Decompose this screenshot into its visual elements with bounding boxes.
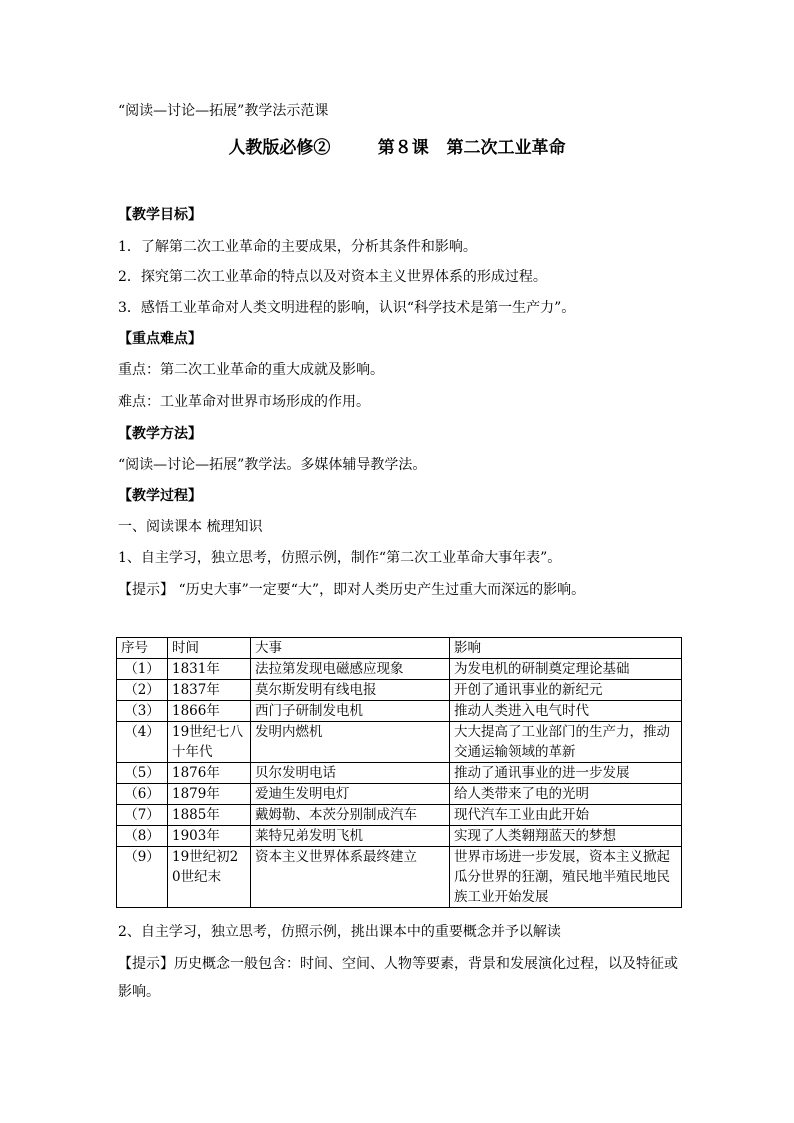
table-cell-index: （1）	[117, 659, 168, 680]
table-header-cell: 时间	[168, 638, 251, 659]
table-cell-event: 法拉第发现电磁感应现象	[251, 659, 450, 680]
table-cell-index: （5）	[117, 763, 168, 784]
table-cell-time: 1879年	[168, 784, 251, 805]
table-cell-impact: 开创了通讯事业的新纪元	[450, 680, 682, 701]
table-cell-impact: 实现了人类翱翔蓝天的梦想	[450, 826, 682, 847]
table-cell-event: 贝尔发明电话	[251, 763, 450, 784]
table-cell-index: （8）	[117, 826, 168, 847]
table-cell-index: （3）	[117, 701, 168, 722]
key-points-heading: 【重点难点】	[118, 331, 202, 347]
table-cell-index: （6）	[117, 784, 168, 805]
document-subtitle: “阅读—讨论—拓展”教学法示范课	[118, 103, 329, 119]
table-row	[117, 680, 682, 701]
table-header-row	[117, 638, 682, 659]
table-cell-impact: 为发电机的研制奠定理论基础	[450, 659, 682, 680]
table-cell-time: 19世纪初20世纪末	[168, 847, 251, 908]
table-cell-event: 发明内燃机	[251, 722, 450, 763]
objective-item-2: 2．探究第二次工业革命的特点以及对资本主义世界体系的形成过程。	[118, 269, 547, 285]
table-cell-index: （9）	[117, 847, 168, 908]
table-cell-event: 戴姆勒、本茨分别制成汽车	[251, 805, 450, 826]
table-row	[117, 763, 682, 784]
table-cell-index: （2）	[117, 680, 168, 701]
table-row	[117, 722, 682, 763]
table-cell-impact: 推动人类进入电气时代	[450, 701, 682, 722]
method-heading: 【教学方法】	[118, 426, 202, 442]
process-part-1: 一、阅读课本 梳理知识	[118, 519, 263, 535]
table-cell-time: 1831年	[168, 659, 251, 680]
table-row	[117, 847, 682, 908]
objective-item-3: 3．感悟工业革命对人类文明进程的影响，认识“科学技术是第一生产力”。	[118, 300, 576, 316]
process-step-2: 2、自主学习，独立思考，仿照示例，挑出课本中的重要概念并予以解读	[118, 924, 561, 940]
table-cell-event: 莫尔斯发明有线电报	[251, 680, 450, 701]
process-hint-1: 【提示】 “历史大事”一定要“大”，即对人类历史产生过重大而深远的影响。	[118, 582, 586, 598]
table-cell-impact: 大大提高了工业部门的生产力，推动交通运输领域的革新	[450, 722, 682, 763]
difficult-point-text: 难点：工业革命对世界市场形成的作用。	[118, 394, 370, 410]
table-row	[117, 701, 682, 722]
table-cell-event: 莱特兄弟发明飞机	[251, 826, 450, 847]
method-text: “阅读—讨论—拓展”教学法。多媒体辅导教学法。	[118, 457, 427, 473]
process-step-1: 1、自主学习，独立思考，仿照示例，制作“第二次工业革命大事年表”。	[118, 550, 562, 566]
table-row	[117, 826, 682, 847]
table-cell-impact: 给人类带来了电的光明	[450, 784, 682, 805]
table-header-cell: 影响	[450, 638, 682, 659]
table-cell-impact: 现代汽车工业由此开始	[450, 805, 682, 826]
objective-item-1: 1．了解第二次工业革命的主要成果，分析其条件和影响。	[118, 239, 477, 255]
table-cell-impact: 推动了通讯事业的进一步发展	[450, 763, 682, 784]
table-header-cell: 序号	[117, 638, 168, 659]
table-row	[117, 805, 682, 826]
table-cell-time: 1866年	[168, 701, 251, 722]
table-cell-time: 1876年	[168, 763, 251, 784]
table-cell-time: 19世纪七八十年代	[168, 722, 251, 763]
table-cell-impact: 世界市场进一步发展，资本主义掀起瓜分世界的狂潮，殖民地半殖民地民族工业开始发展	[450, 847, 682, 908]
table-cell-event: 爱迪生发明电灯	[251, 784, 450, 805]
table-row	[117, 784, 682, 805]
table-cell-event: 西门子研制发电机	[251, 701, 450, 722]
table-header-cell: 大事	[251, 638, 450, 659]
document-title: 人教版必修② 第８课 第二次工业革命	[228, 138, 566, 158]
table-cell-index: （4）	[117, 722, 168, 763]
process-hint-2: 【提示】历史概念一般包含：时间、空间、人物等要素，背景和发展演化过程，以及特征或影响。	[118, 956, 678, 1000]
objectives-heading: 【教学目标】	[118, 207, 202, 223]
table-cell-time: 1885年	[168, 805, 251, 826]
table-cell-time: 1903年	[168, 826, 251, 847]
table-cell-event: 资本主义世界体系最终建立	[251, 847, 450, 908]
table-row	[117, 659, 682, 680]
table-cell-time: 1837年	[168, 680, 251, 701]
events-timeline-table	[116, 637, 682, 908]
table-cell-index: （7）	[117, 805, 168, 826]
key-point-text: 重点：第二次工业革命的重大成就及影响。	[118, 362, 384, 378]
process-heading: 【教学过程】	[118, 488, 202, 504]
